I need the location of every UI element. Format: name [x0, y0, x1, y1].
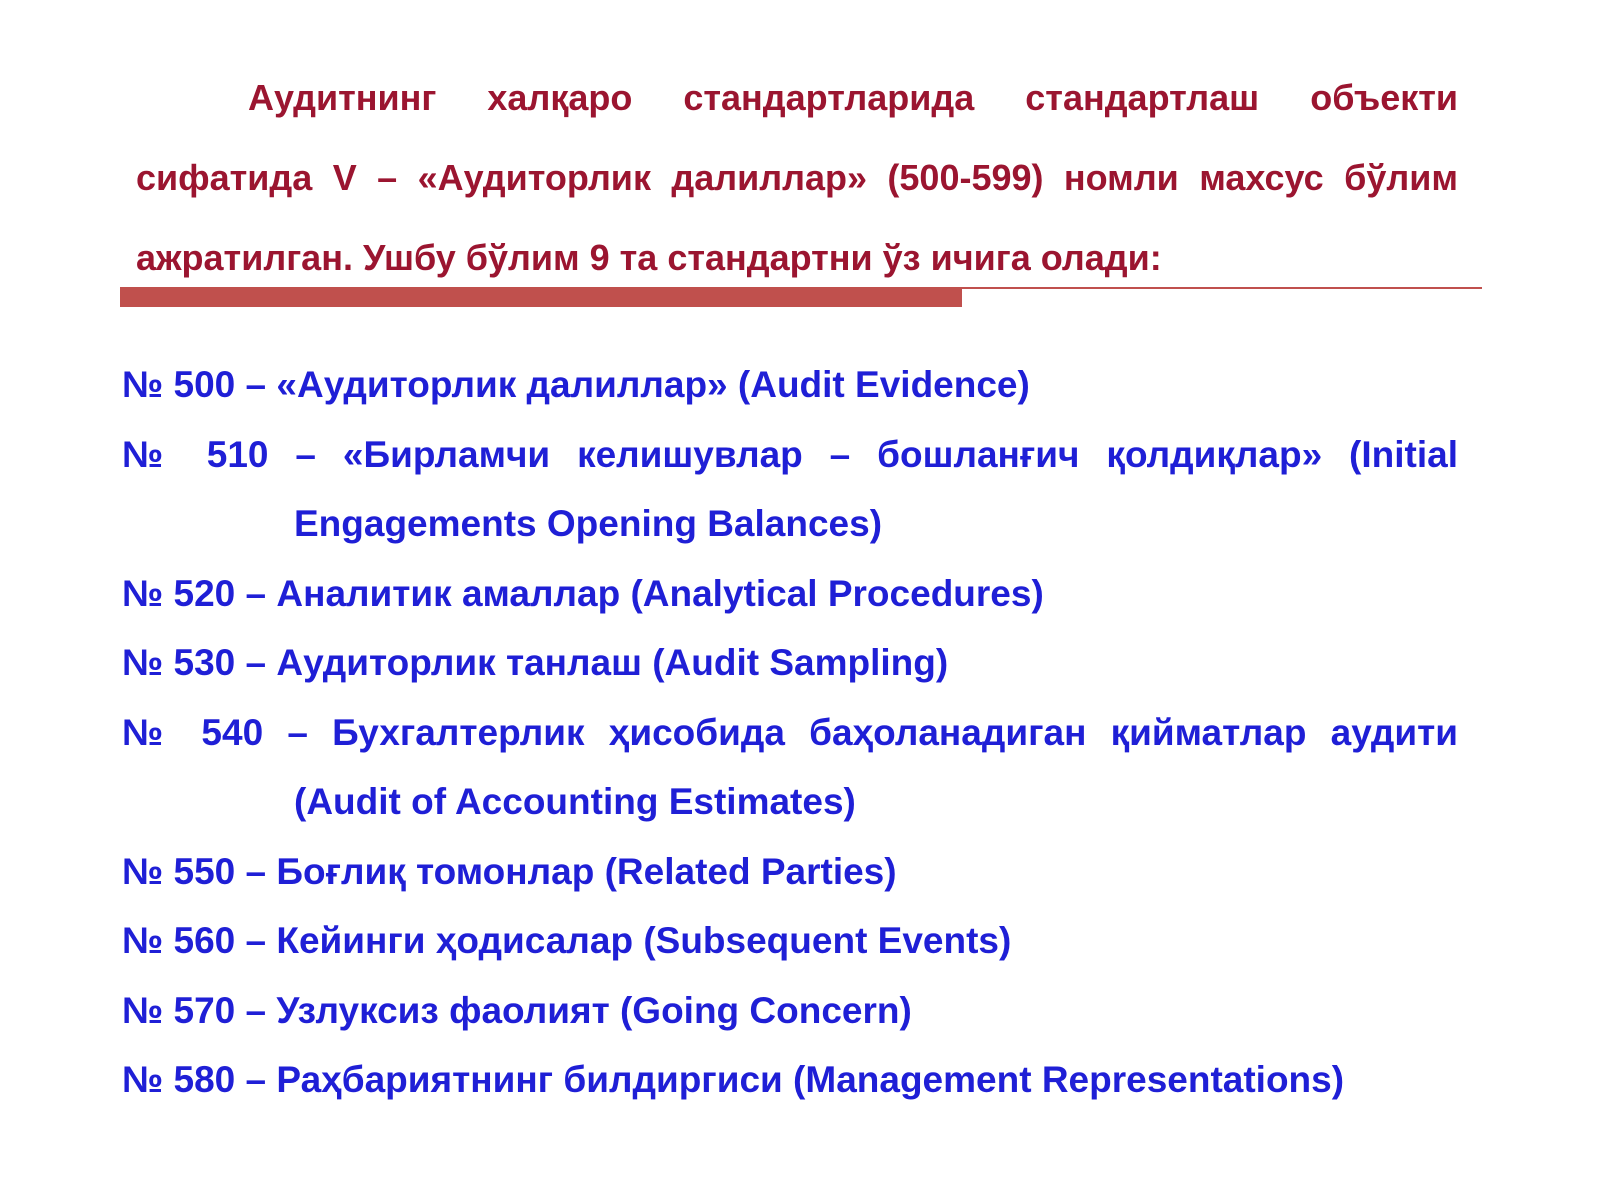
section-divider — [120, 287, 1482, 307]
standard-item-510: № 510 – «Бирламчи келишувлар – бошланғич қолдиқлар» (Initial Engagements Opening Balances) — [122, 433, 1458, 544]
standard-item-540: № 540 – Бухгалтерлик ҳисобида баҳоланадиган қийматлар аудити (Audit of Accounting Estimates) — [122, 711, 1458, 822]
divider-thick-bar — [120, 287, 962, 307]
standard-item-560: № 560 – Кейинги ҳодисалар (Subsequent Events) — [122, 920, 1012, 961]
standard-item-500: № 500 – «Аудиторлик далиллар» (Audit Evidence) — [122, 364, 1030, 405]
standard-item-530: № 530 – Аудиторлик танлаш (Audit Sampling) — [122, 642, 949, 683]
divider-thin-line — [962, 287, 1482, 289]
standard-item-550: № 550 – Боғлиқ томонлар (Related Parties) — [122, 850, 897, 892]
intro-paragraph: Аудитнинг халқаро стандартларида стандартлаш объекти сифатида V – «Аудиторлик далиллар» (500-599) номли махсус бўлим ажратилган. Ушбу бўлим 9 та стандартни ўз ичига олади: — [136, 77, 1458, 278]
standard-item-570: № 570 – Узлуксиз фаолият (Going Concern) — [122, 989, 912, 1031]
standards-list — [122, 350, 1458, 1115]
standard-item-580: № 580 – Раҳбариятнинг билдиргиси (Management Representations) — [122, 1059, 1345, 1100]
standard-item-520: № 520 – Аналитик амаллар (Analytical Procedures) — [122, 572, 1044, 614]
